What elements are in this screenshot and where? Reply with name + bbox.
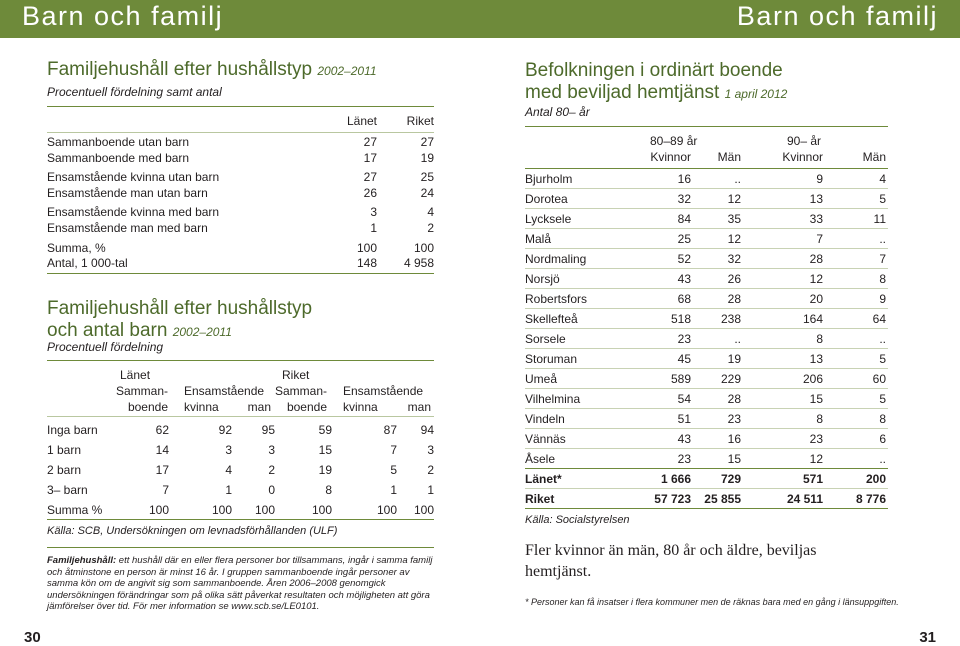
cell: 1 [225, 483, 232, 497]
cell: .. [879, 232, 886, 246]
table3-group-80-89: 80–89 år [650, 134, 698, 148]
table3-title-line1: Befolkningen i ordinärt boende [525, 60, 783, 81]
table-row [525, 208, 888, 229]
cell: 100 [376, 503, 397, 517]
cell: 100 [413, 503, 434, 517]
cell: 62 [155, 423, 169, 437]
cell: 52 [677, 252, 691, 266]
cell: 17 [363, 150, 377, 165]
row-label: Summa % [47, 503, 103, 517]
cell: 100 [413, 240, 434, 255]
row-label: Lycksele [525, 212, 572, 226]
cell: 2 [427, 463, 434, 477]
col-header: man [247, 400, 271, 414]
table1-title [47, 59, 377, 82]
table2-title-line2: och antal barn [47, 320, 168, 341]
cell: 25 [420, 170, 434, 185]
table-row [47, 135, 434, 151]
cell: 589 [670, 372, 691, 386]
table-row [525, 368, 888, 389]
cell: 14 [155, 443, 169, 457]
row-label: Sammanboende med barn [47, 150, 190, 165]
table1-header-row [47, 114, 434, 130]
row-label: 3– barn [47, 483, 88, 497]
cell: 13 [809, 192, 823, 206]
cell: 238 [720, 312, 741, 326]
cell: 15 [727, 452, 741, 466]
cell: 164 [802, 312, 823, 326]
row-label: Sammanboende utan barn [47, 135, 190, 149]
table-row [525, 348, 888, 369]
note-text: ett hushåll där en eller flera personer bor tillsammans, ingår i samma familj och åtminstone en person är minst 16 år. I gruppen sammanboende ingår personer av samma kön om de angivit sig som sammanboende. Åren 2006–2008 genomgick undersökningen förändringar som på olika sätt påverkat resultaten och möjligheten att göra jämförelser över tid. För mer information se www.scb.se/LE0101. [47, 555, 433, 613]
cell: 12 [727, 232, 741, 246]
table-row [47, 205, 434, 221]
cell: 4 [225, 463, 232, 477]
cell: 0 [268, 483, 275, 497]
row-label: Nordmaling [525, 252, 587, 266]
page-header-band [0, 0, 960, 38]
row-label: Storuman [525, 352, 578, 366]
cell: 28 [809, 252, 823, 266]
table-row [525, 248, 888, 269]
cell: 28 [727, 392, 741, 406]
cell: .. [734, 172, 741, 186]
divider [47, 273, 434, 274]
table-row [47, 221, 434, 237]
cell: 8 776 [855, 492, 886, 506]
cell: 64 [872, 312, 886, 326]
row-label: Vilhelmina [525, 392, 581, 406]
cell: 27 [420, 135, 434, 149]
col-header: Samman- [116, 384, 169, 398]
cell: 26 [363, 185, 377, 200]
cell: 13 [809, 352, 823, 366]
cell: 4 [879, 172, 886, 186]
cell: 43 [677, 432, 691, 446]
row-label: Ensamstående man utan barn [47, 185, 208, 200]
cell: 60 [872, 372, 886, 386]
cell: 4 [427, 205, 434, 220]
cell: 16 [677, 172, 691, 186]
row-label: Åsele [525, 452, 556, 466]
page-number-right: 31 [919, 629, 936, 646]
divider [525, 126, 888, 127]
table-row [525, 228, 888, 249]
table2-title [47, 298, 312, 343]
table1-years: 2002–2011 [317, 64, 377, 78]
row-label: Bjurholm [525, 172, 573, 186]
cell: 12 [727, 192, 741, 206]
row-label: Ensamstående kvinna med barn [47, 205, 220, 220]
cell: 8 [325, 483, 332, 497]
col-header: boende [286, 400, 327, 414]
cell: 11 [873, 212, 886, 226]
divider [47, 132, 434, 133]
cell: 92 [218, 423, 232, 437]
cell: 15 [809, 392, 823, 406]
table3-title [525, 60, 787, 105]
table-row [525, 328, 888, 349]
cell: 16 [727, 432, 741, 446]
table-row [525, 268, 888, 289]
table-row [525, 168, 888, 189]
cell: 28 [727, 292, 741, 306]
cell: 20 [809, 292, 823, 306]
cell: 5 [879, 392, 886, 406]
table3-title-line2: med beviljad hemtjänst [525, 82, 720, 103]
cell: .. [879, 452, 886, 466]
divider [47, 360, 434, 361]
table-row [525, 188, 888, 209]
cell: 518 [670, 312, 691, 326]
cell: 100 [254, 503, 275, 517]
cell: 32 [677, 192, 691, 206]
col-header: Ensamstående [184, 384, 265, 398]
cell: 24 [420, 185, 434, 200]
table-row [47, 151, 434, 167]
cell: 12 [809, 452, 823, 466]
cell: 8 [816, 332, 823, 346]
cell: 25 [677, 232, 691, 246]
cell: 23 [727, 412, 741, 426]
cell: 51 [677, 412, 691, 426]
right-page-header-title: Barn och familj [736, 1, 938, 31]
cell: 26 [727, 272, 741, 286]
cell: 57 723 [654, 492, 691, 506]
cell: 6 [879, 432, 886, 446]
cell: 54 [677, 392, 691, 406]
row-label: 1 barn [47, 443, 82, 457]
col-header: kvinna [343, 400, 378, 414]
cell: 27 [363, 135, 377, 149]
footnote: * Personer kan få insatser i flera kommuner men de räknas bara med en gång i länsuppgiften. [525, 597, 899, 607]
cell: 5 [879, 192, 886, 206]
cell: 95 [261, 423, 275, 437]
table3-header [525, 132, 888, 168]
cell: 23 [677, 332, 691, 346]
col-header: Samman- [275, 384, 328, 398]
cell: 3 [268, 443, 275, 457]
table-row [47, 186, 434, 202]
col-header: Kvinnor [782, 150, 823, 164]
cell: 1 [390, 483, 397, 497]
table-row [525, 428, 888, 449]
page-number-left: 30 [24, 629, 41, 646]
table-row [525, 408, 888, 429]
row-label: Summa, % [47, 240, 106, 255]
col-header: boende [127, 400, 168, 414]
cell: 1 666 [660, 472, 691, 486]
table1-title-text: Familjehushåll efter hushållstyp [47, 59, 313, 80]
cell: 45 [677, 352, 691, 366]
table3-subtitle: Antal 80– år [525, 105, 590, 119]
cell: 12 [809, 272, 823, 286]
cell: 23 [809, 432, 823, 446]
cell: 7 [816, 232, 823, 246]
cell: 7 [390, 443, 397, 457]
cell: 8 [879, 272, 886, 286]
table3-source: Källa: Socialstyrelsen [525, 514, 630, 526]
cell: 8 [879, 412, 886, 426]
row-label: Robertsfors [525, 292, 588, 306]
row-label: Dorotea [525, 192, 568, 206]
cell: 100 [311, 503, 332, 517]
cell: 4 958 [403, 256, 434, 271]
col-header: Ensamstående [343, 384, 424, 398]
cell: 68 [677, 292, 691, 306]
table1 [47, 114, 434, 130]
cell: 9 [816, 172, 823, 186]
row-label: Länet* [525, 472, 562, 486]
cell: 35 [727, 212, 741, 226]
row-label: Skellefteå [525, 312, 578, 326]
table3-date: 1 april 2012 [724, 87, 788, 101]
table-row [47, 241, 434, 257]
highlight-quote: Fler kvinnor än män, 80 år och äldre, beviljas hemtjänst. [525, 542, 817, 580]
row-label: Vindeln [525, 412, 565, 426]
divider [47, 519, 434, 520]
table-row [525, 388, 888, 409]
cell: 19 [318, 463, 332, 477]
cell: 27 [363, 170, 377, 185]
cell: 1 [370, 220, 377, 235]
table2-header [47, 366, 434, 416]
cell: 43 [677, 272, 691, 286]
table2-source: Källa: SCB, Undersökningen om levnadsförhållanden (ULF) [47, 525, 338, 537]
table-row [525, 288, 888, 309]
table1-col-riket: Riket [406, 114, 434, 128]
table-row [525, 468, 888, 489]
row-label: Inga barn [47, 423, 98, 437]
row-label: Malå [525, 232, 552, 246]
col-header: man [407, 400, 431, 414]
cell: 87 [383, 423, 397, 437]
table2-years: 2002–2011 [172, 325, 232, 339]
col-header: Män [862, 150, 886, 164]
cell: 23 [677, 452, 691, 466]
cell: 5 [390, 463, 397, 477]
left-page-header-title: Barn och familj [22, 1, 224, 31]
table-row [47, 170, 434, 186]
cell: 729 [720, 472, 741, 486]
cell: 32 [727, 252, 741, 266]
row-label: Norsjö [525, 272, 560, 286]
cell: 3 [427, 443, 434, 457]
table2-group-riket: Riket [282, 368, 310, 382]
table1-col-lanet: Länet [346, 114, 377, 128]
table-row [525, 488, 888, 509]
row-label: Antal, 1 000-tal [47, 256, 128, 271]
cell: 9 [879, 292, 886, 306]
cell: 25 855 [704, 492, 741, 506]
row-label: Ensamstående man med barn [47, 220, 208, 235]
cell: 7 [879, 252, 886, 266]
col-header: kvinna [184, 400, 219, 414]
cell: 3 [225, 443, 232, 457]
table2-title-line1: Familjehushåll efter hushållstyp [47, 298, 313, 319]
divider [47, 547, 434, 548]
cell: 571 [802, 472, 823, 486]
cell: 15 [318, 443, 332, 457]
row-label: Ensamstående kvinna utan barn [47, 170, 220, 185]
cell: 5 [879, 352, 886, 366]
cell: 8 [816, 412, 823, 426]
cell: 229 [720, 372, 741, 386]
cell: 3 [370, 205, 377, 220]
cell: 100 [211, 503, 232, 517]
col-header: Män [717, 150, 741, 164]
table3-group-90: 90– år [787, 134, 822, 148]
cell: 59 [318, 423, 332, 437]
cell: 24 511 [786, 492, 823, 506]
cell: 94 [420, 423, 434, 437]
table1-subtitle: Procentuell fördelning samt antal [47, 85, 222, 99]
divider [47, 106, 434, 107]
table1-body [47, 135, 434, 272]
row-label: 2 barn [47, 463, 82, 477]
table2-group-lanet: Länet [120, 368, 151, 382]
table2-subtitle: Procentuell fördelning [47, 340, 164, 354]
cell: 84 [677, 212, 691, 226]
cell: 100 [356, 240, 377, 255]
cell: 7 [162, 483, 169, 497]
cell: 1 [427, 483, 434, 497]
cell: 148 [356, 256, 377, 271]
table2-body [47, 419, 434, 519]
table-row [525, 448, 888, 469]
table-row [525, 308, 888, 329]
cell: 100 [148, 503, 169, 517]
row-label: Sorsele [525, 332, 566, 346]
col-header: Kvinnor [650, 150, 691, 164]
row-label: Umeå [525, 372, 558, 386]
table-row [47, 256, 434, 272]
cell: 2 [427, 220, 434, 235]
definition-note [47, 555, 434, 613]
note-term: Familjehushåll: [47, 555, 117, 566]
cell: 2 [268, 463, 275, 477]
cell: .. [734, 332, 741, 346]
cell: 17 [155, 463, 169, 477]
row-label: Riket [525, 492, 555, 506]
cell: 33 [809, 212, 823, 226]
divider [47, 416, 434, 417]
cell: 19 [420, 150, 434, 165]
cell: .. [879, 332, 886, 346]
row-label: Vännäs [525, 432, 566, 446]
cell: 200 [865, 472, 886, 486]
cell: 206 [802, 372, 823, 386]
cell: 19 [727, 352, 741, 366]
